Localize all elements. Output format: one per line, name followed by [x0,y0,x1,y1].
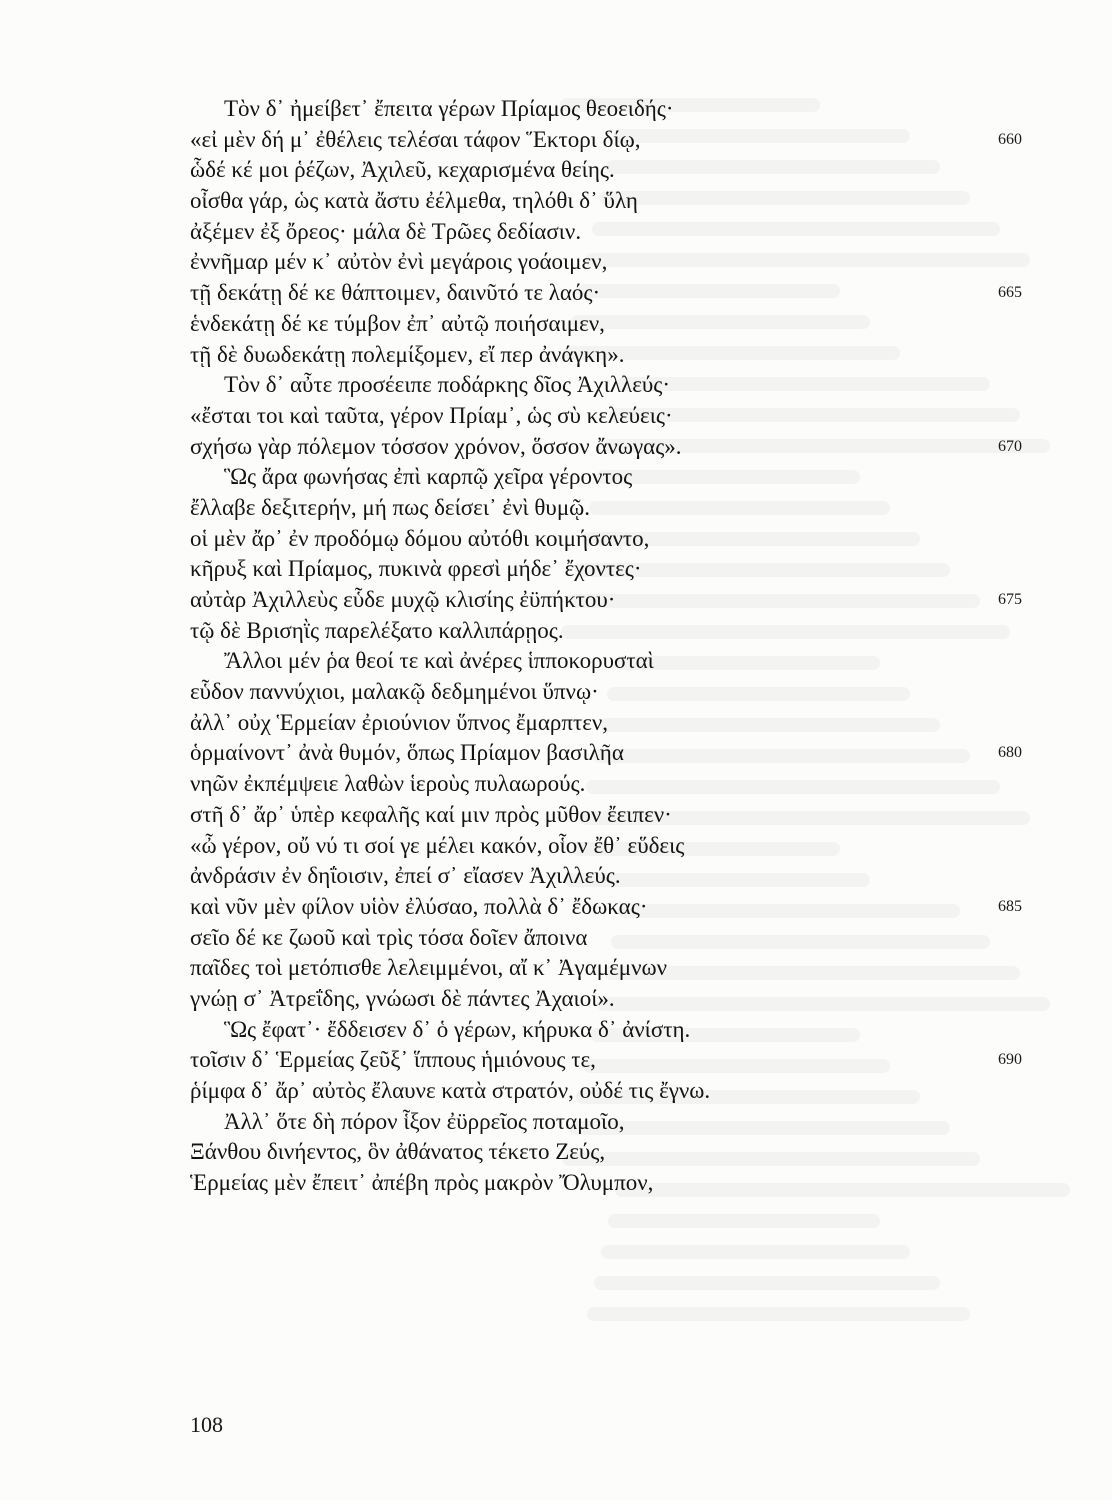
verse-text: «ὦ γέρον, οὔ νύ τι σοί γε μέλει κακόν, οἷον ἔθ᾽ εὕδεις [190,832,685,858]
verse-text: γνώῃ σ᾽ Ἀτρεΐδης, γνώωσι δὲ πάντες Ἀχαιοί». [190,985,615,1011]
show-through-streak [594,1276,940,1290]
verse-text: κῆρυξ καὶ Πρίαμος, πυκινὰ φρεσὶ μήδε᾽ ἔχοντες· [190,556,642,582]
verse-text: Ἀλλ᾽ ὅτε δὴ πόρον ἷξον ἐϋρρεῖος ποταμοῖο, [224,1108,625,1134]
verse-text: Ὣς ἄρα φωνήσας ἐπὶ καρπῷ χεῖρα γέροντος [224,464,633,490]
verse-text: καὶ νῦν μὲν φίλον υἱὸν ἐλύσαο, πολλὰ δ᾽ ἔδωκας· [190,893,648,919]
verse-text: ἀνδράσιν ἐν δηΐοισιν, ἐπεί σ᾽ εἴασεν Ἀχιλλεύς. [190,863,621,889]
verse-text: Ξάνθου δινήεντος, ὃν ἀθάνατος τέκετο Ζεύς, [190,1139,606,1165]
verse-text: Ἑρμείας μὲν ἔπειτ᾽ ἀπέβη πρὸς μακρὸν Ὄλυμπον, [190,1170,654,1196]
verse-line [190,1107,1050,1138]
verse-text: ἔλλαβε δεξιτερήν, μή πως δείσει᾽ ἐνὶ θυμῷ. [190,494,591,520]
verse-line [190,432,1050,463]
verse-text: Ὣς ἔφατ᾽· ἔδδεισεν δ᾽ ὁ γέρων, κήρυκα δ᾽ ἀνίστη. [224,1016,691,1042]
verse-text: ὧδέ κέ μοι ῥέζων, Ἀχιλεῦ, κεχαρισμένα θείης. [190,157,615,183]
verse-text: «εἰ μὲν δή μ᾽ ἐθέλεις τελέσαι τάφον Ἕκτορι δίῳ, [190,126,641,152]
verse-line [190,1168,1050,1199]
verse-line [190,278,1050,309]
verse-text: ὁρμαίνοντ᾽ ἀνὰ θυμόν, ὅπως Πρίαμον βασιλῆα [190,740,624,766]
verse-text: Τὸν δ᾽ αὖτε προσέειπε ποδάρκης δῖος Ἀχιλλεύς· [224,372,671,398]
verse-text: αὐτὰρ Ἀχιλλεὺς εὗδε μυχῷ κλισίης ἐϋπήκτου· [190,587,616,612]
verse-line [190,769,1050,800]
verse-line [190,217,1050,248]
verse-text: σχήσω γὰρ πόλεμον τόσσον χρόνον, ὅσσον ἄνωγας». [190,433,682,459]
line-number: 665 [998,284,1022,302]
show-through-streak [608,1214,880,1228]
line-number: 685 [998,897,1022,915]
verse-text: ῥίμφα δ᾽ ἄρ᾽ αὐτὸς ἔλαυνε κατὰ στρατόν, οὐδέ τις ἔγνω. [190,1078,711,1103]
verse-text: τοῖσιν δ᾽ Ἑρμείας ζεῦξ᾽ ἵππους ἡμιόνους τε, [190,1047,596,1073]
verse-line [190,923,1050,954]
page-number: 108 [190,1412,223,1437]
verse-line [190,984,1050,1015]
verse-line [190,953,1050,984]
verse-line [190,401,1050,432]
verse-text: τῇ δὲ δυωδεκάτῃ πολεμίξομεν, εἴ περ ἀνάγκη». [190,341,625,367]
verse-line [190,493,1050,524]
verse-text: τῇ δεκάτῃ δέ κε θάπτοιμεν, δαινῦτό τε λαός· [190,280,601,306]
verse-line [190,186,1050,217]
verse-line [190,646,1050,677]
verse-text: σεῖο δέ κε ζωοῦ καὶ τρὶς τόσα δοῖεν ἄποινα [190,924,588,950]
verse-line [190,800,1050,831]
verse-text: οἱ μὲν ἄρ᾽ ἐν προδόμῳ δόμου αὐτόθι κοιμήσαντο, [190,525,650,551]
verse-line [190,831,1050,862]
verse-line [190,462,1050,493]
line-number: 660 [998,130,1022,148]
show-through-streak [601,1245,910,1259]
verse-text: τῷ δὲ Βρισηῒς παρελέξατο καλλιπάρῃος. [190,617,564,643]
verse-text: οἶσθα γάρ, ὡς κατὰ ἄστυ ἐέλμεθα, τηλόθι δ᾽ ὕλη [190,188,638,214]
verse-line [190,554,1050,585]
verse-line [190,155,1050,186]
verse-line [190,1137,1050,1168]
show-through-streak [587,1307,970,1321]
verse-line [190,1076,1050,1107]
verse-line [190,94,1050,125]
verse-text: Τὸν δ᾽ ἠμείβετ᾽ ἔπειτα γέρων Πρίαμος θεοειδής· [224,96,674,121]
verse-line [190,861,1050,892]
verse-text: στῆ δ᾽ ἄρ᾽ ὑπὲρ κεφαλῆς καί μιν πρὸς μῦθον ἔειπεν· [190,801,672,827]
verse-text: νηῶν ἐκπέμψειε λαθὼν ἱεροὺς πυλαωρούς. [190,771,586,797]
greek-verse-block [190,94,1050,1199]
verse-text: Ἄλλοι μέν ῥα θεοί τε καὶ ἀνέρες ἱπποκορυσταὶ [224,648,654,674]
verse-line [190,247,1050,278]
verse-line [190,677,1050,708]
verse-line [190,1045,1050,1076]
verse-line [190,125,1050,156]
verse-line [190,708,1050,739]
line-number: 675 [998,591,1022,608]
verse-text: ἀλλ᾽ οὐχ Ἑρμείαν ἐριούνιον ὕπνος ἔμαρπτεν, [190,709,609,735]
verse-line [190,892,1050,923]
verse-line [190,524,1050,555]
verse-text: ἑνδεκάτῃ δέ κε τύμβον ἐπ᾽ αὐτῷ ποιήσαιμεν, [190,310,605,336]
verse-line [190,340,1050,371]
line-number: 680 [998,744,1022,762]
verse-text: ἐννῆμαρ μέν κ᾽ αὐτὸν ἐνὶ μεγάροις γοάοιμεν, [190,249,608,275]
verse-text: ἀξέμεν ἐξ ὄρεος· μάλα δὲ Τρῶες δεδίασιν. [190,218,582,244]
line-number: 690 [998,1051,1022,1069]
verse-text: παῖδες τοὶ μετόπισθε λελειμμένοι, αἴ κ᾽ Ἀγαμέμνων [190,955,668,981]
verse-text: «ἔσται τοι καὶ ταῦτα, γέρον Πρίαμ᾽, ὡς σὺ κελεύεις· [190,402,673,428]
verse-line [190,309,1050,340]
verse-line [190,738,1050,769]
verse-line [190,585,1050,616]
line-number: 670 [998,437,1022,455]
verse-line [190,1015,1050,1046]
verse-line [190,370,1050,401]
verse-text: εὗδον παννύχιοι, μαλακῷ δεδμημένοι ὕπνῳ· [190,679,599,705]
verse-line [190,616,1050,647]
